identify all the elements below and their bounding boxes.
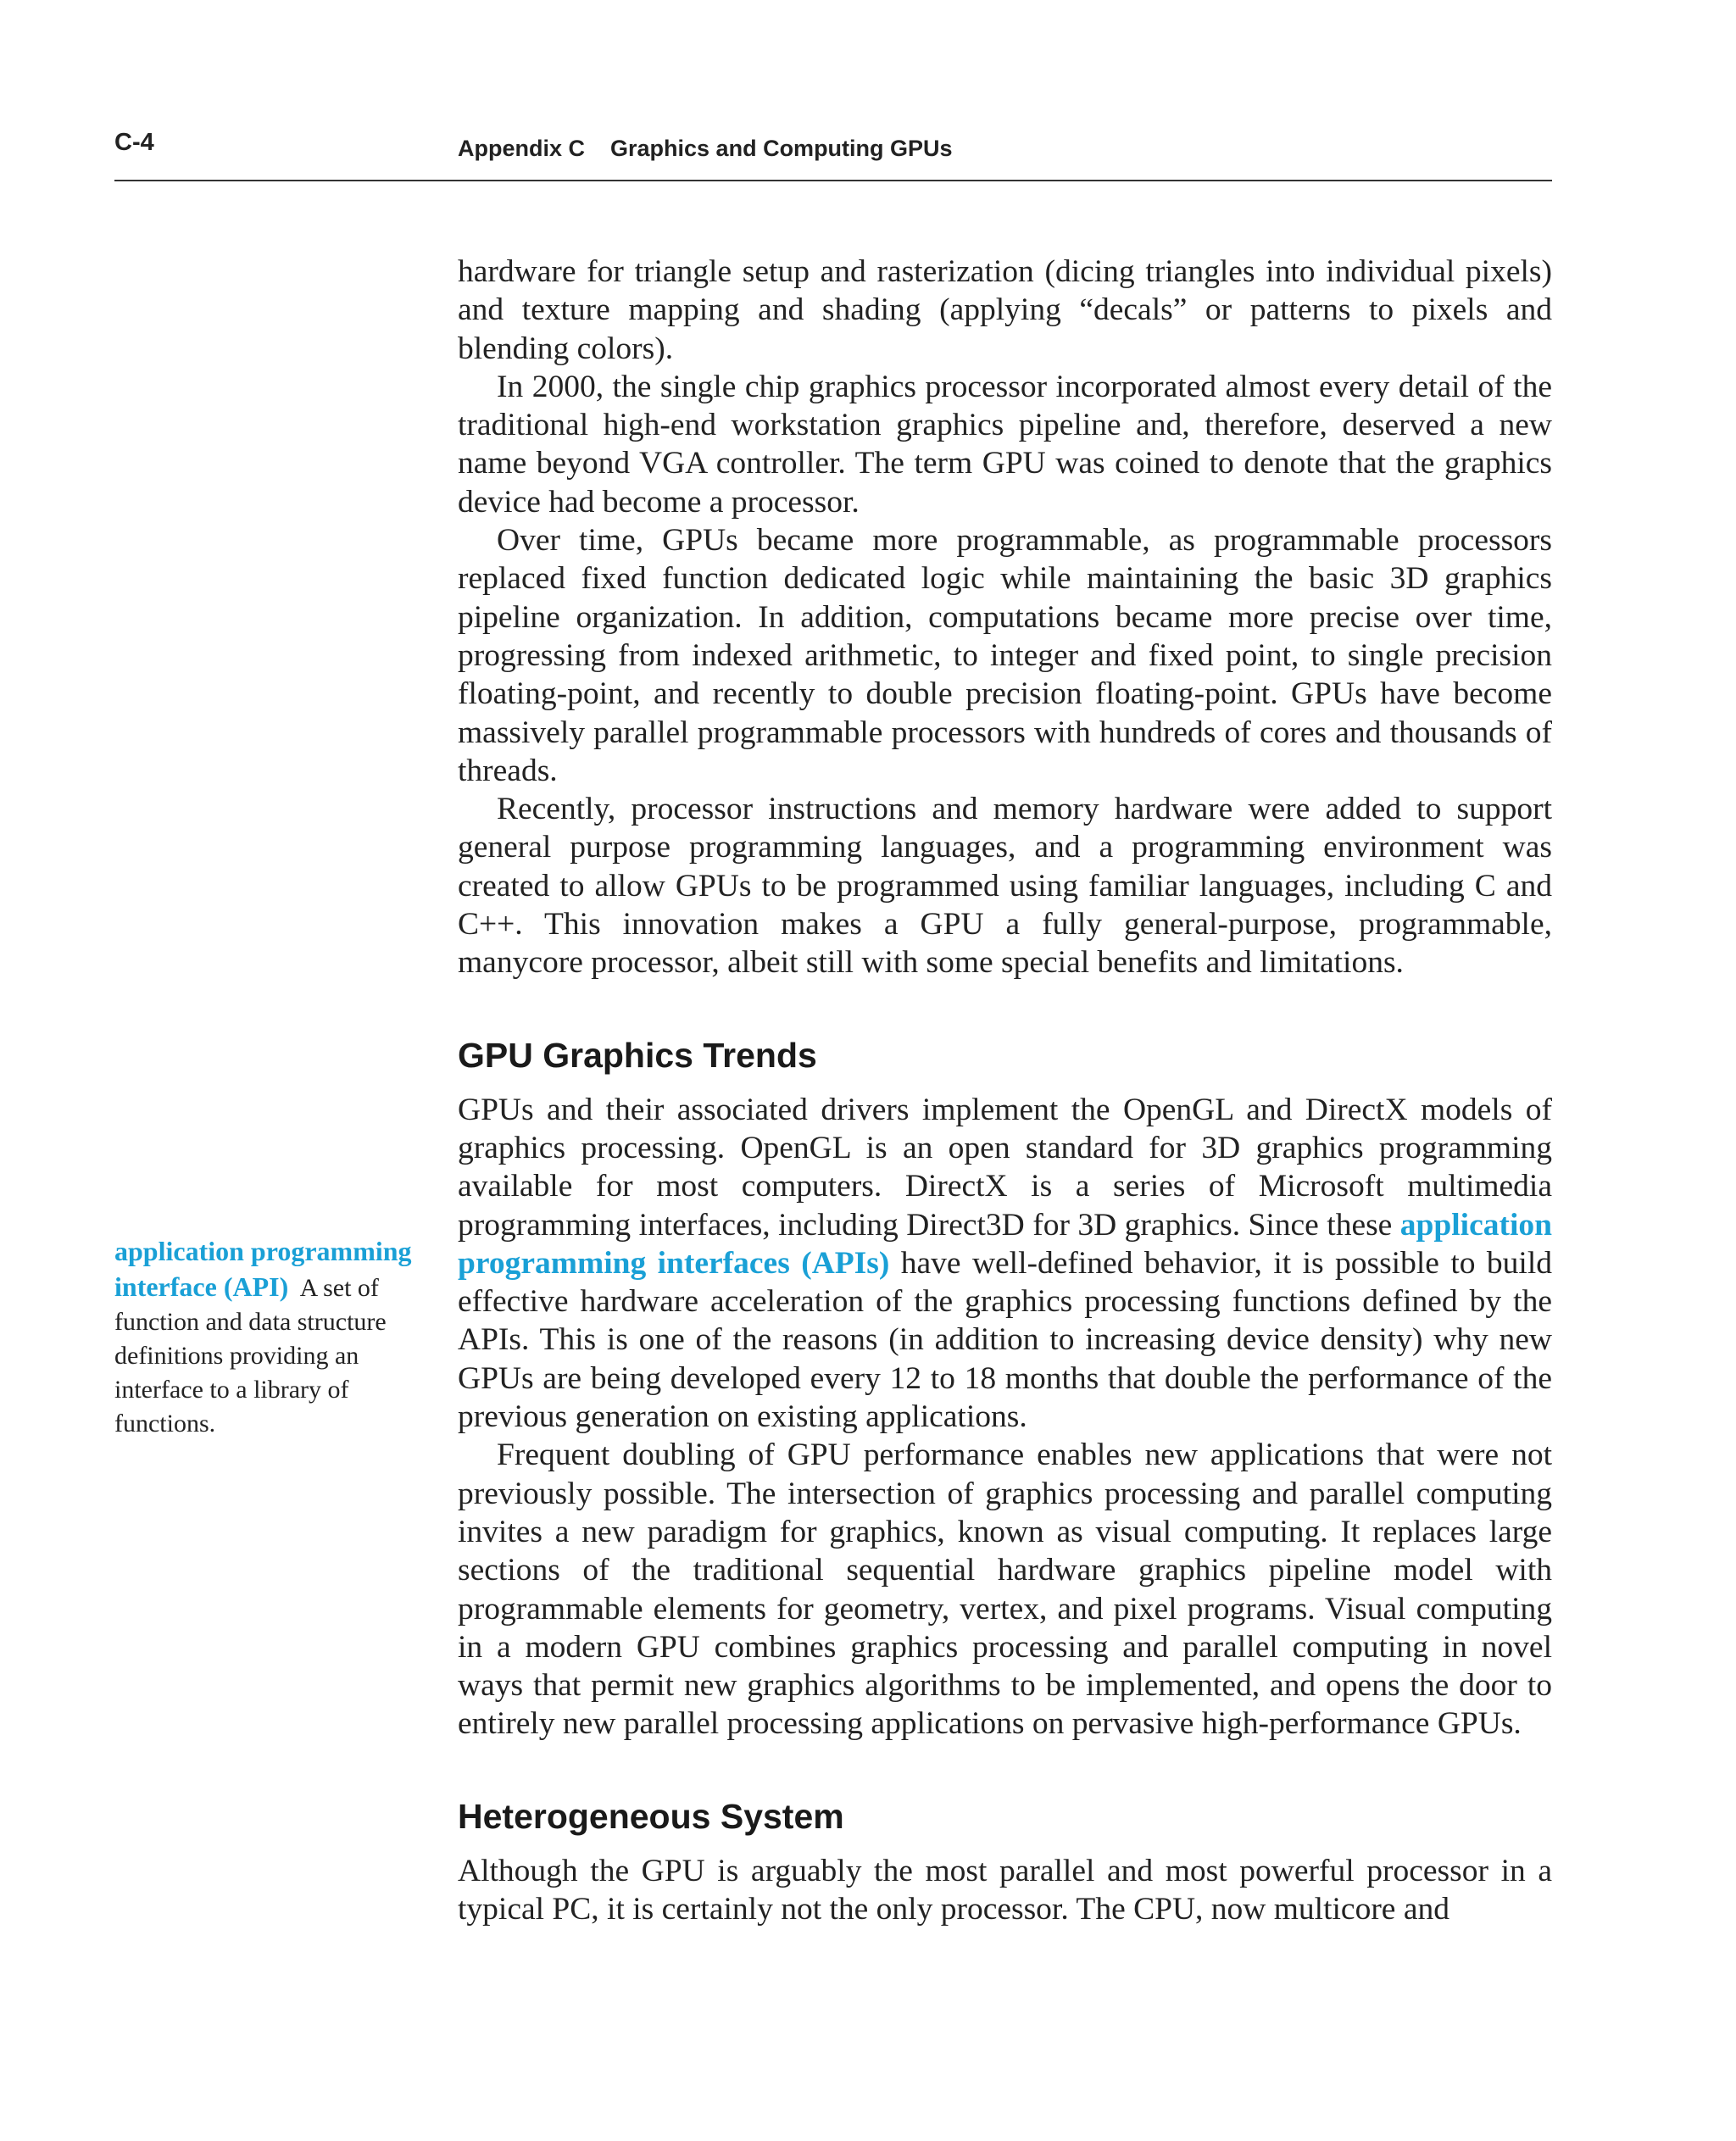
running-head <box>458 136 953 162</box>
paragraph-5 <box>458 1091 1552 1437</box>
glossary-definition: A set of function and data structure definitions providing an interface to a library of functions. <box>114 1274 387 1438</box>
margin-glossary-note <box>114 1234 424 1441</box>
header-rule <box>114 180 1552 181</box>
paragraph-7: Although the GPU is arguably the most parallel and most powerful processor in a typical PC, it is certainly not the only processor. The CPU, now multicore and <box>458 1853 1552 1927</box>
glossary-term: application programming interface (API) <box>114 1236 412 1302</box>
paragraph-2: In 2000, the single chip graphics processor incorporated almost every detail of the traditional high-end workstation graphics pipeline and, therefore, deserved a new name beyond VGA controller. The term GPU was coined to denote that the graphics device had become a processor. <box>458 369 1552 520</box>
section-heading-heterogeneous-system: Heterogeneous System <box>458 1796 844 1836</box>
chapter-label: Appendix C <box>458 136 586 161</box>
chapter-title: Graphics and Computing GPUs <box>610 136 953 161</box>
main-text <box>458 253 1552 1928</box>
section-heading-gpu-graphics-trends: GPU Graphics Trends <box>458 1035 817 1075</box>
paragraph-4: Recently, processor instructions and memory hardware were added to support general purpose programming languages, and a programming environment was created to allow GPUs to be programmed using familiar languages, including C and C++. This innovation makes a GPU a fully general-purpose, programmable, manycore processor, albeit still with some special benefits and limitations. <box>458 792 1552 981</box>
paragraph-3: Over time, GPUs became more programmable, as programmable processors replaced fixed function dedicated logic while maintaining the basic 3D graphics pipeline organization. In addition, computations became more precise over time, progressing from indexed arithmetic, to integer and fixed point, to single precision floating-point, and recently to double precision floating-point. GPUs have become massively parallel programmable processors with hundreds of cores and thousands of threads. <box>458 523 1552 788</box>
paragraph-5-text-a: GPUs and their associated drivers implement the OpenGL and DirectX models of graphics processing. OpenGL is an open standard for 3D graphics programming available for most computers. DirectX is a series of Microsoft multimedia programming interfaces, including Direct3D for 3D graphics. Since these <box>458 1092 1552 1243</box>
inline-term-apis: application programming interfaces (APIs) <box>458 1207 1552 1281</box>
paragraph-1: hardware for triangle setup and rasterization (dicing triangles into individual pixels) and texture mapping and shading (applying “decals” or patterns to pixels and blending colors). <box>458 254 1552 366</box>
paragraph-5-text-b: have well-defined behavior, it is possible to build effective hardware acceleration of the graphics processing functions defined by the APIs. This is one of the reasons (in addition to increasing device density) why new GPUs are being developed every 12 to 18 months that double the performance of the previous generation on existing applications. <box>458 1245 1552 1435</box>
page-number: C-4 <box>114 129 154 156</box>
paragraph-6: Frequent doubling of GPU performance enables new applications that were not previously possible. The intersection of graphics processing and parallel computing invites a new paradigm for graphics, known as visual computing. It replaces large sections of the traditional sequential hardware graphics pipeline model with programmable elements for geometry, vertex, and pixel programs. Visual computing in a modern GPU combines graphics processing and parallel computing in novel ways that permit new graphics algorithms to be implemented, and opens the door to entirely new parallel processing applications on pervasive high-performance GPUs. <box>458 1438 1552 1742</box>
